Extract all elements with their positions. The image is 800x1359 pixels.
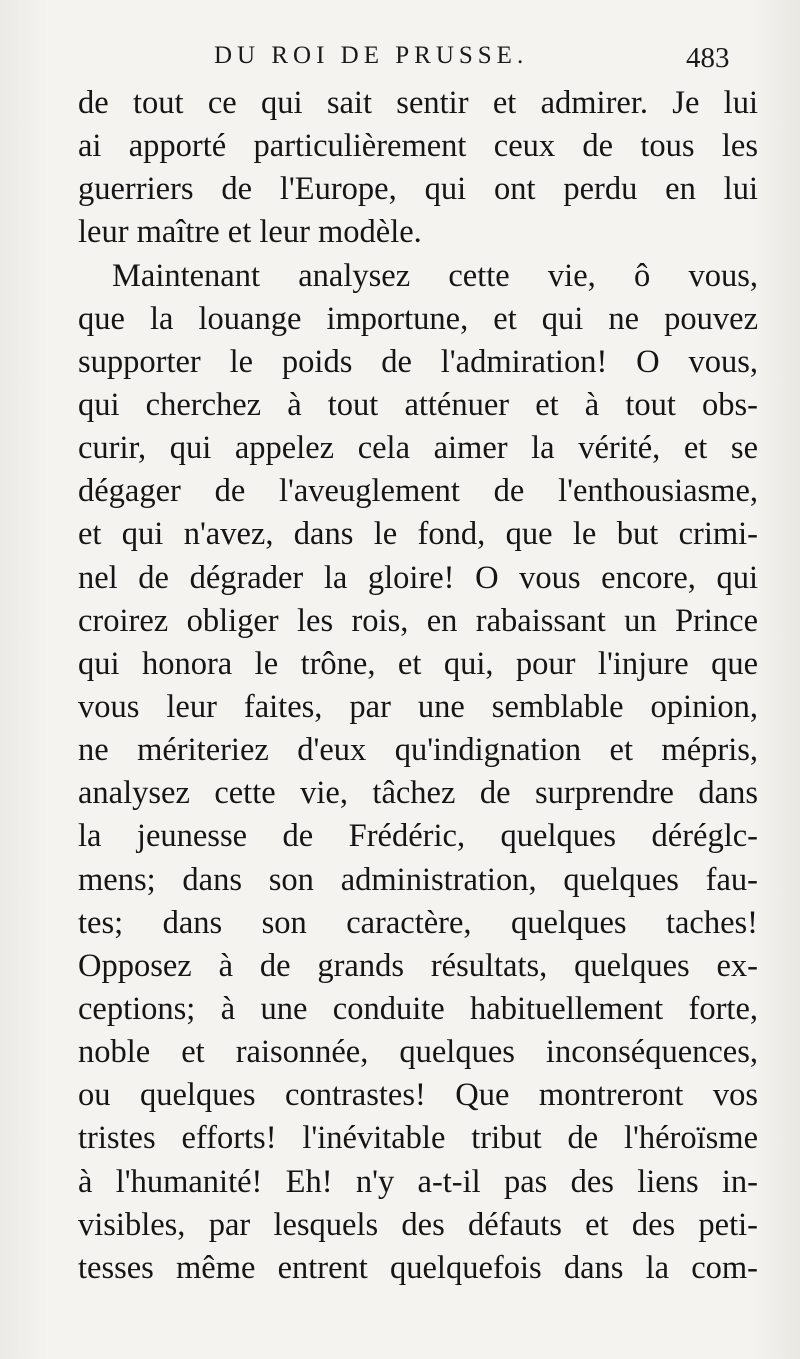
text-line: qui cherchez à tout atténuer et à tout obs-	[78, 386, 758, 423]
text-line: de tout ce qui sait sentir et admirer. Je lui	[78, 85, 758, 121]
text-line: à l'humanité! Eh! n'y a-t-il pas des liens in-	[78, 1163, 758, 1200]
text-line: tes; dans son caractère, quelques taches!	[78, 904, 758, 941]
text-line: tesses même entrent quelquefois dans la com-	[78, 1249, 758, 1286]
text-line: qui honora le trône, et qui, pour l'injure que	[78, 645, 758, 682]
running-title: DU ROI DE PRUSSE.	[214, 42, 529, 69]
body-text	[78, 82, 758, 1290]
text-line: guerriers de l'Europe, qui ont perdu en lui	[78, 171, 758, 208]
text-line: supporter le poids de l'admiration! O vous,	[78, 343, 758, 380]
text-line: ne mériteriez d'eux qu'indignation et mépris,	[78, 732, 758, 769]
text-line: et qui n'avez, dans le fond, que le but crimi-	[78, 516, 758, 553]
text-line: Maintenant analysez cette vie, ô vous,	[112, 257, 758, 294]
text-line: analysez cette vie, tâchez de surprendre dans	[78, 775, 758, 812]
text-line: dégager de l'aveuglement de l'enthousiasme,	[78, 473, 758, 510]
text-line: ceptions; à une conduite habituellement forte,	[78, 990, 758, 1027]
text-line: tristes efforts! l'inévitable tribut de l'héroïsme	[78, 1120, 758, 1157]
text-line: la jeunesse de Frédéric, quelques déréglc-	[78, 818, 758, 855]
text-line: leur maître et leur modèle.	[78, 214, 422, 251]
text-line: croirez obliger les rois, en rabaissant un Prince	[78, 602, 758, 639]
text-line: curir, qui appelez cela aimer la vérité, et se	[78, 430, 758, 467]
text-line: Opposez à de grands résultats, quelques ex-	[78, 947, 758, 984]
text-line: mens; dans son administration, quelques fau-	[78, 861, 758, 898]
text-line: noble et raisonnée, quelques inconséquences,	[78, 1034, 758, 1071]
text-line: ai apporté particulièrement ceux de tous les	[78, 128, 758, 165]
text-line: ou quelques contrastes! Que montreront vos	[78, 1077, 758, 1114]
text-line: que la louange importune, et qui ne pouvez	[78, 300, 758, 337]
text-line: visibles, par lesquels des défauts et des peti-	[78, 1206, 758, 1243]
text-line: vous leur faites, par une semblable opinion,	[78, 688, 758, 725]
text-line: nel de dégrader la gloire! O vous encore, qui	[78, 559, 758, 596]
page-number: 483	[686, 42, 730, 74]
